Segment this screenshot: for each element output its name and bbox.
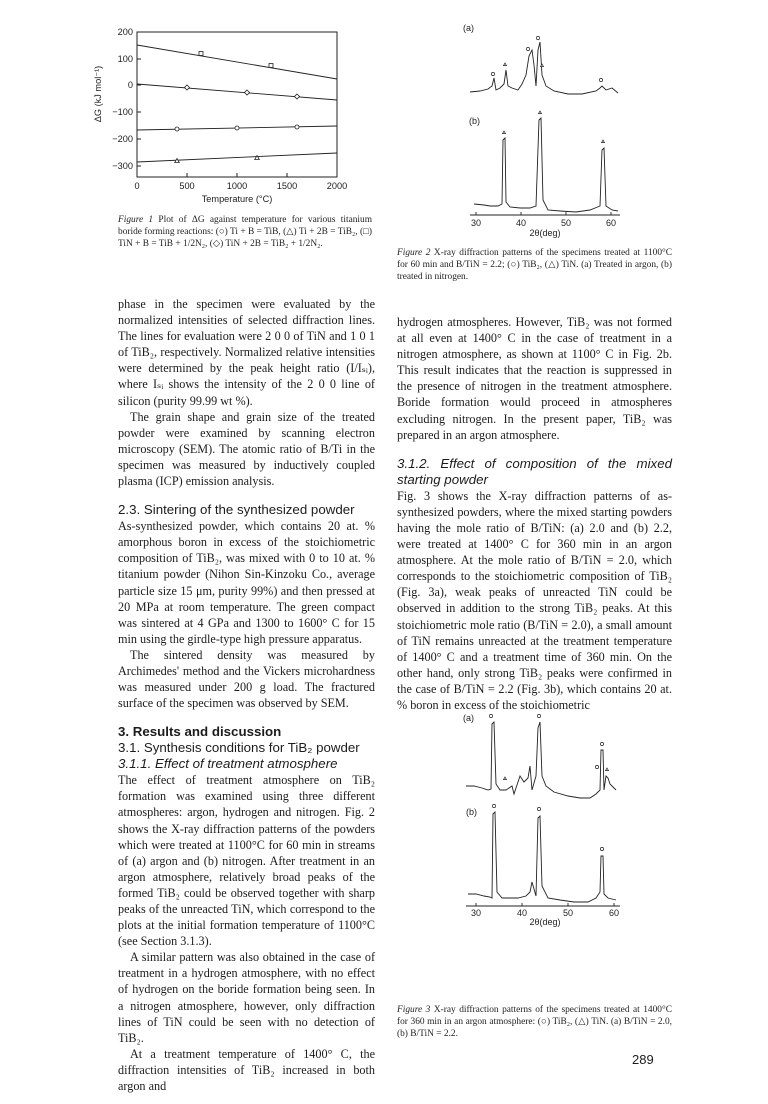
paragraph: A similar pattern was also obtained in the case of treatment in a hydrogen atmosphere, with no effect of hydrogen on the boride formation being seen. In a nitrogen atmosphere, however, only diffraction lines of TiN could be seen with no detection of TiB₂. [118,950,375,1045]
fig2-xtick-label: 60 [605,218,617,228]
fig3-trace-a [466,722,616,798]
fig3-peak-marker-circle [537,714,540,717]
figure-3-caption-label: Figure 3 [397,1005,431,1015]
fig3-peak-marker-circle [600,742,603,745]
fig2-trace-a [470,42,618,94]
fig1-xtick-label: 500 [179,181,195,191]
fig1-y-axis-label: ΔG (kJ mol⁻¹) [93,65,103,123]
fig2-peak-marker-circle [491,72,494,75]
section-heading-2-3: 2.3. Sintering of the synthesized powder [118,502,355,518]
fig1-marker-circle [235,126,239,130]
figure-2-xrd [450,20,640,240]
fig2-peak-marker-triangle [504,63,507,66]
fig1-marker-circle [295,125,299,129]
fig3-peak-marker-triangle [504,777,507,780]
fig1-line-tin-b-tib [137,45,337,79]
fig2-peak-marker-triangle [503,131,506,134]
fig3-peak-marker-circle [492,804,495,807]
fig3-peak-marker-triangle [606,768,609,771]
fig1-ytick-label: 200 [117,27,133,37]
fig1-x-axis-label: Temperature (°C) [201,194,273,204]
fig1-marker-diamond [295,94,300,99]
section-heading-3-1-2: 3.1.2. Effect of composition of the mixed starting powder [397,455,672,487]
fig1-marker-diamond [185,85,190,90]
fig2-peak-marker-triangle [602,140,605,143]
figure-2-caption [397,247,672,283]
fig3-peak-marker-circle [537,807,540,810]
figure-3-xrd [450,706,640,928]
figure-1-caption-text: Plot of ΔG against temperature for various titanium boride forming reactions: (○) Ti + B = TiB, (△) Ti + 2B = TiB₂, (□) TiN + B = TiB + 1/2N₂, (◇) TiN + 2B = TiB₂ + 1/2N₂. [118,215,373,249]
fig3-peak-marker-circle [595,765,598,768]
fig2-xtick-label: 30 [470,218,482,228]
fig1-line-tin-2b-tib2 [137,84,337,100]
fig2-x-axis-label: 2θ(deg) [529,228,561,238]
fig3-panel-b-label: (b) [466,807,477,817]
paragraph: The effect of treatment atmosphere on TiB₂ formation was examined using three different atmospheres: argon, hydrogen and nitrogen. Fig. 2 shows the X-ray diffraction patterns of the powders which were treated at 1100°C for 60 min in streams of (a) argon and (b) nitrogen. After treatment in an argon atmosphere, relatively broad peaks of the formed TiB₂ could be observed together with sharp peaks of the unreacted TiN, which correspond to the plots at the initial formation temperature of 1100°C (see Section 3.1.3). [118,773,375,949]
fig3-xtick-label: 50 [562,908,574,918]
figure-3-caption [397,1004,672,1040]
fig1-marker-square [269,64,273,68]
fig3-xtick-label: 40 [516,908,528,918]
fig2-peak-marker-circle [526,47,529,50]
figure-1-caption [118,214,372,250]
paragraph: phase in the specimen were evaluated by the normalized intensities of selected diffraction lines. The lines for evaluation were 2 0 0 of TiN and 1 0 1 of TiB₂, respectively. Normalized relative intensities were determined by the peak height ratio (I/Iₛᵢ), where Iₛᵢ shows the intensity of the 2 0 0 line of silicon (purity 99.99 wt %). [118,297,375,408]
fig1-xtick-label: 1000 [226,181,248,191]
paragraph: The grain shape and grain size of the treated powder were examined by scanning electron microscopy (SEM). The atomic ratio of B/Ti in the specimen was measured by inductively coupled plasma (ICP) emission analysis. [118,409,375,489]
fig3-xtick-label: 30 [470,908,482,918]
fig2-xtick-label: 40 [515,218,527,228]
fig1-ytick-label: 100 [117,54,133,64]
paragraph: At a treatment temperature of 1400° C, the diffraction intensities of TiB₂ increased in both argon and [118,1046,375,1094]
fig3-x-axis-label: 2θ(deg) [529,917,561,927]
fig1-marker-triangle [175,159,180,163]
fig2-xtick-label: 50 [560,218,572,228]
fig1-xtick-label: 2000 [326,181,348,191]
section-heading-3: 3. Results and discussion [118,724,282,740]
fig2-peak-marker-circle [536,36,539,39]
right-column [397,314,672,713]
fig2-panel-b-label: (b) [469,116,480,126]
fig1-line-ti-2b-tib2 [137,153,337,162]
fig1-ytick-label: 0 [127,80,133,90]
figure-1-plot [84,22,374,212]
figure-2-caption-text: X-ray diffraction patterns of the specimens treated at 1100°C for 60 min and B/TiN = 2.2; (○) TiB₂, (△) TiN. (a) Treated in argon, (b) treated in nitrogen. [397,248,673,282]
left-column [118,296,375,1094]
section-heading-3-1: 3.1. Synthesis conditions for TiB₂ powder [118,740,360,756]
fig3-peak-marker-circle [600,847,603,850]
fig1-ytick-label: −300 [112,161,133,171]
fig2-panel-a-label: (a) [463,23,474,33]
fig1-xtick-label: 1500 [276,181,298,191]
paragraph: As-synthesized powder, which contains 20 at. % amorphous boron in excess of the stoichiometric composition of TiB₂, was mixed with 0 to 10 at. % titanium powder (Nihon Sin-Kinzoku Co., average particle size 15 μm, purity 99%) and then pressed at 20 MPa at room temperature. The green compact was sintered at 4 GPa and 1300 to 1600° C for 15 min using the girdle-type high pressure apparatus. [118,519,375,646]
fig1-axes-frame [137,32,337,177]
fig1-marker-circle [175,127,179,131]
fig3-peak-marker-circle [489,714,492,717]
figure-2-caption-label: Figure 2 [397,248,431,258]
fig2-trace-b [474,118,618,212]
fig1-xtick-label: 0 [134,181,140,191]
fig1-ytick-label: −200 [112,134,133,144]
figure-3-caption-text: X-ray diffraction patterns of the specimens treated at 1400°C for 360 min in an argon atmosphere: (○) TiB₂, (△) TiN. (a) B/TiN = 2.0, (b) B/TiN = 2.2. [397,1005,673,1039]
fig1-marker-diamond [245,90,250,95]
paragraph: Fig. 3 shows the X-ray diffraction patterns of as-synthesized powders, where the mixed starting powders having the mole ratio of B/TiN: (a) 2.0 and (b) 2.2, were treated at 1400° C for 360 min in an argon atmosphere. At the mole ratio of B/TiN = 2.0, which corresponds to the stoichiometric composition of TiB₂ (Fig. 3a), weak peaks of unreacted TiN could be observed in addition to the strong TiB₂ peaks. At this stoichiometric mole ratio (B/TiN = 2.0), a small amount of TiN remains unreacted at the treatment temperature of 1400° C and a treatment time of 360 min. On the other hand, only strong TiB₂ peaks were confirmed in the case of B/TiN = 2.2 (Fig. 3b), which contains 20 at. % boron in excess of the stoichiometric [397,488,672,712]
fig1-ytick-label: −100 [112,107,133,117]
fig3-xtick-label: 60 [608,908,620,918]
fig2-peak-marker-triangle [539,111,542,114]
paragraph: The sintered density was measured by Archimedes' method and the Vickers microhardness was measured under 200 g load. The fractured surface of the specimen was observed by SEM. [118,647,375,711]
fig2-peak-marker-circle [599,78,602,81]
page-number: 289 [632,1052,654,1067]
section-heading-3-1-1: 3.1.1. Effect of treatment atmosphere [118,756,338,772]
fig1-marker-square [199,52,203,56]
figure-1-caption-label: Figure 1 [118,215,154,225]
fig3-trace-b [468,812,616,902]
paragraph: hydrogen atmospheres. However, TiB₂ was not formed at all even at 1400° C in the case of treatment in a nitrogen atmosphere, as shown at 1100° C in Fig. 2b. This result indicates that the reaction is suppressed in the presence of nitrogen in the treatment atmosphere. Boride formation would proceed in atmospheres excluding nitrogen. In the present paper, TiB₂ was prepared in an argon atmosphere. [397,315,672,442]
fig3-panel-a-label: (a) [463,713,474,723]
